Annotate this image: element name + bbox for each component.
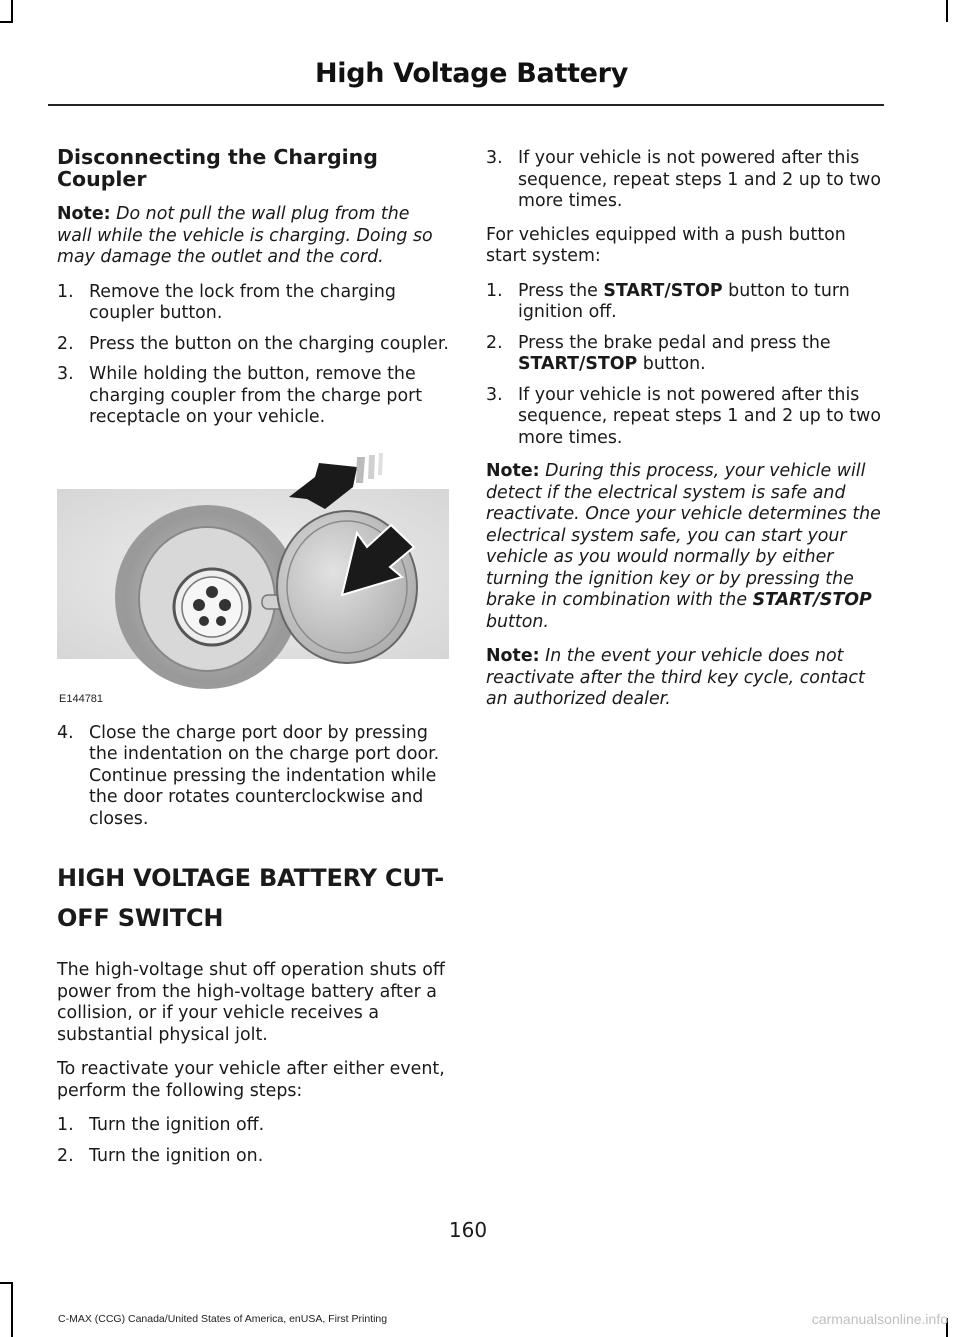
step-text: Turn the ignition off.: [89, 1115, 265, 1135]
list-item: [57, 364, 449, 429]
list-item: [486, 333, 886, 376]
note-paragraph: [486, 646, 886, 711]
start-stop-label: START/STOP: [752, 590, 872, 610]
list-item: [57, 334, 449, 356]
step-text: Remove the lock from the charging coupler button.: [89, 281, 396, 323]
list-item: [57, 1146, 449, 1168]
note-label: Note:: [57, 204, 111, 224]
crop-mark-top-right-v: [946, 0, 948, 22]
list-item: [57, 1115, 449, 1137]
step-number: 1.: [57, 1115, 74, 1135]
step-number: 2.: [57, 333, 74, 354]
step-text: If your vehicle is not powered after this sequence, repeat steps 1 and 2 up to two more times.: [518, 148, 881, 211]
figure-code: E144781: [59, 692, 104, 705]
step-number: 3.: [486, 384, 503, 405]
step-number: 3.: [57, 364, 74, 384]
step-number: 2.: [486, 332, 503, 353]
step-text: Close the charge port door by pressing the indentation on the charge port door. Continue pressing the indentation while the door rotates counterclockwise and closes.: [89, 722, 440, 829]
start-stop-label: START/STOP: [518, 354, 638, 374]
crop-mark-bottom-left-h: [0, 1282, 13, 1284]
page-header-title: High Voltage Battery: [314, 58, 628, 89]
reactivate-steps-continued: [486, 148, 886, 213]
charge-port-illustration: [57, 447, 449, 707]
push-button-steps-list: [486, 281, 886, 450]
reactivate-steps-list: [57, 1115, 449, 1167]
body-paragraph: The high-voltage shut off operation shuts off power from the high-voltage battery after a collision, or if your vehicle receives a substantial physical jolt.: [57, 960, 445, 1045]
crop-mark-bottom-left-v: [11, 1282, 13, 1337]
note-text-post: button.: [486, 611, 549, 632]
step-text-pre: Press the brake pedal and press the: [518, 332, 831, 353]
header-rule: [48, 104, 884, 106]
note-label: Note:: [486, 646, 540, 666]
close-door-step: [57, 723, 449, 831]
step-number: 1.: [486, 280, 503, 301]
step-text: Turn the ignition on.: [89, 1145, 264, 1166]
left-column: [57, 146, 449, 1179]
start-stop-label: START/STOP: [603, 280, 723, 301]
disconnect-steps-list: [57, 282, 449, 429]
step-number: 1.: [57, 281, 74, 302]
step-text: While holding the button, remove the charging coupler from the charge port receptacle on your vehicle.: [89, 364, 423, 427]
crop-mark-top-left-v: [11, 0, 13, 22]
step-text: Press the button on the charging coupler.: [89, 333, 449, 354]
crop-mark-top-left-h: [0, 21, 13, 23]
list-item: [486, 148, 886, 213]
step-number: 4.: [57, 722, 74, 743]
list-item: [486, 281, 886, 324]
step-text-post: button.: [637, 354, 706, 374]
footer-publication-info: C-MAX (CCG) Canada/United States of America, enUSA, First Printing: [58, 1313, 388, 1325]
right-column: [486, 148, 886, 724]
list-item: [57, 282, 449, 325]
list-item: [57, 723, 449, 831]
note-text: During this process, your vehicle will detect if the electrical system is safe and reactivate. Once your vehicle determines the electrical system safe, you can start your vehicle as you would normally by either turning the ignition key or by pressing the brake in combination with the: [486, 461, 881, 610]
step-text-pre: Press the: [518, 280, 604, 301]
note-text: Do not pull the wall plug from the wall while the vehicle is charging. Doing so may damage the outlet and the cord.: [57, 204, 433, 267]
note-label: Note:: [486, 461, 540, 481]
charge-port-door-image: [57, 447, 449, 707]
note-text: In the event your vehicle does not reactivate after the third key cycle, contact an authorized dealer.: [486, 646, 865, 709]
list-item: [486, 385, 886, 450]
step-number: 2.: [57, 1145, 74, 1166]
section-heading-line1: HIGH VOLTAGE BATTERY CUT-: [57, 864, 445, 892]
step-number: 3.: [486, 148, 503, 168]
note-paragraph: [486, 461, 886, 633]
note-paragraph: [57, 204, 449, 269]
step-text-pre: If your vehicle is not powered after this sequence, repeat steps 1 and 2 up to two more times.: [518, 384, 881, 448]
section-heading-line2: OFF SWITCH: [57, 904, 224, 932]
step-text-post: button to turn ignition off.: [518, 280, 850, 322]
body-paragraph: For vehicles equipped with a push button start system:: [486, 224, 846, 266]
page-number: 160: [448, 1218, 488, 1242]
watermark: carmanualsonline.info: [811, 1311, 948, 1327]
body-paragraph: To reactivate your vehicle after either event, perform the following steps:: [57, 1059, 445, 1101]
section-heading: [57, 858, 449, 938]
subheading-disconnecting: Disconnecting the Charging Coupler: [57, 145, 378, 191]
